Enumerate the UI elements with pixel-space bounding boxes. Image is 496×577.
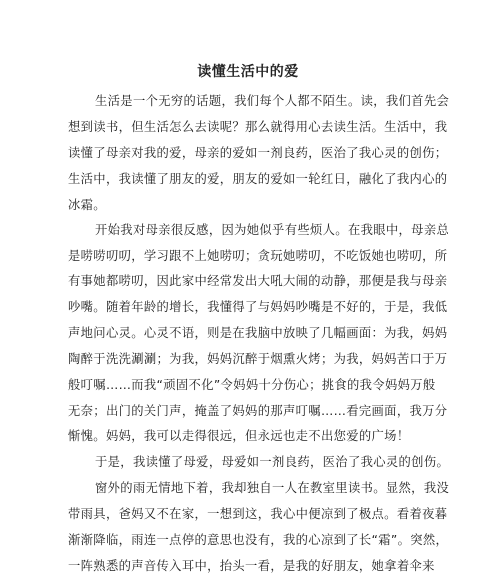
paragraph-line: 渐渐降临，雨连一点停的意思也没有，我的心凉到了长“霜”。突然， [68,533,449,547]
paragraph-line: 一阵熟悉的声音传入耳中，抬头一看，是我的好朋友，她拿着伞来 [68,559,435,573]
paragraph-line: 陶醉于洗洗涮涮；为我，妈妈沉醉于烟熏火烤；为我，妈妈苦口于万 [68,352,448,366]
article-title: 读懂生活中的爱 [197,64,299,80]
paragraph-line: 有事她都唠叨，因此家中经常发出大吼大闹的动静，那便是我与母亲 [68,274,448,288]
paragraph-line: 生活是一个无穷的话题，我们每个人都不陌生。读，我们首先会 [95,94,450,108]
paragraph-line: 般叮嘱……而我“顽固不化”令妈妈十分伤心；挑食的我令妈妈万般 [68,378,436,392]
paragraph-line: 惭愧。妈妈，我可以走得很远，但永远也走不出您爱的广场！ [68,429,410,443]
paragraph-line: 开始我对母亲很反感，因为她似乎有些烦人。在我眼中，母亲总 [95,223,450,237]
paragraph-line: 冰霜。 [68,198,106,212]
paragraph-line: 窗外的雨无情地下着，我却独自一人在教室里读书。显然，我没 [95,481,450,495]
paragraph-line: 带雨具，爸妈又不在家，一想到这，我心中便凉到了极点。看着夜暮 [68,507,448,521]
paragraph-line: 生活中，我读懂了朋友的爱，朋友的爱如一轮红日，融化了我内心的 [68,172,448,186]
paragraph-line: 于是，我读懂了母爱，母爱如一剂良药，医治了我心灵的创伤。 [95,455,450,469]
paragraph-line: 是唠唠叨叨，学习跟不上她唠叨；贪玩她唠叨，不吃饭她也唠叨，所 [68,249,448,263]
paragraph-line: 读懂了母亲对我的爱，母亲的爱如一剂良药，医治了我心灵的创伤； [68,146,448,160]
paragraph-line: 吵嘴。随着年龄的增长，我懂得了与妈妈吵嘴是不好的，于是，我低 [68,300,448,314]
paragraph-line: 想到读书，但生活怎么去读呢？那么就得用心去读生活。生活中，我 [68,120,448,134]
paragraph-line: 无奈；出门的关门声，掩盖了妈妈的那声叮嘱……看完画面，我万分 [68,404,448,418]
paragraph-line: 声地问心灵。心灵不语，则是在我脑中放映了几幅画面：为我，妈妈 [68,326,448,340]
